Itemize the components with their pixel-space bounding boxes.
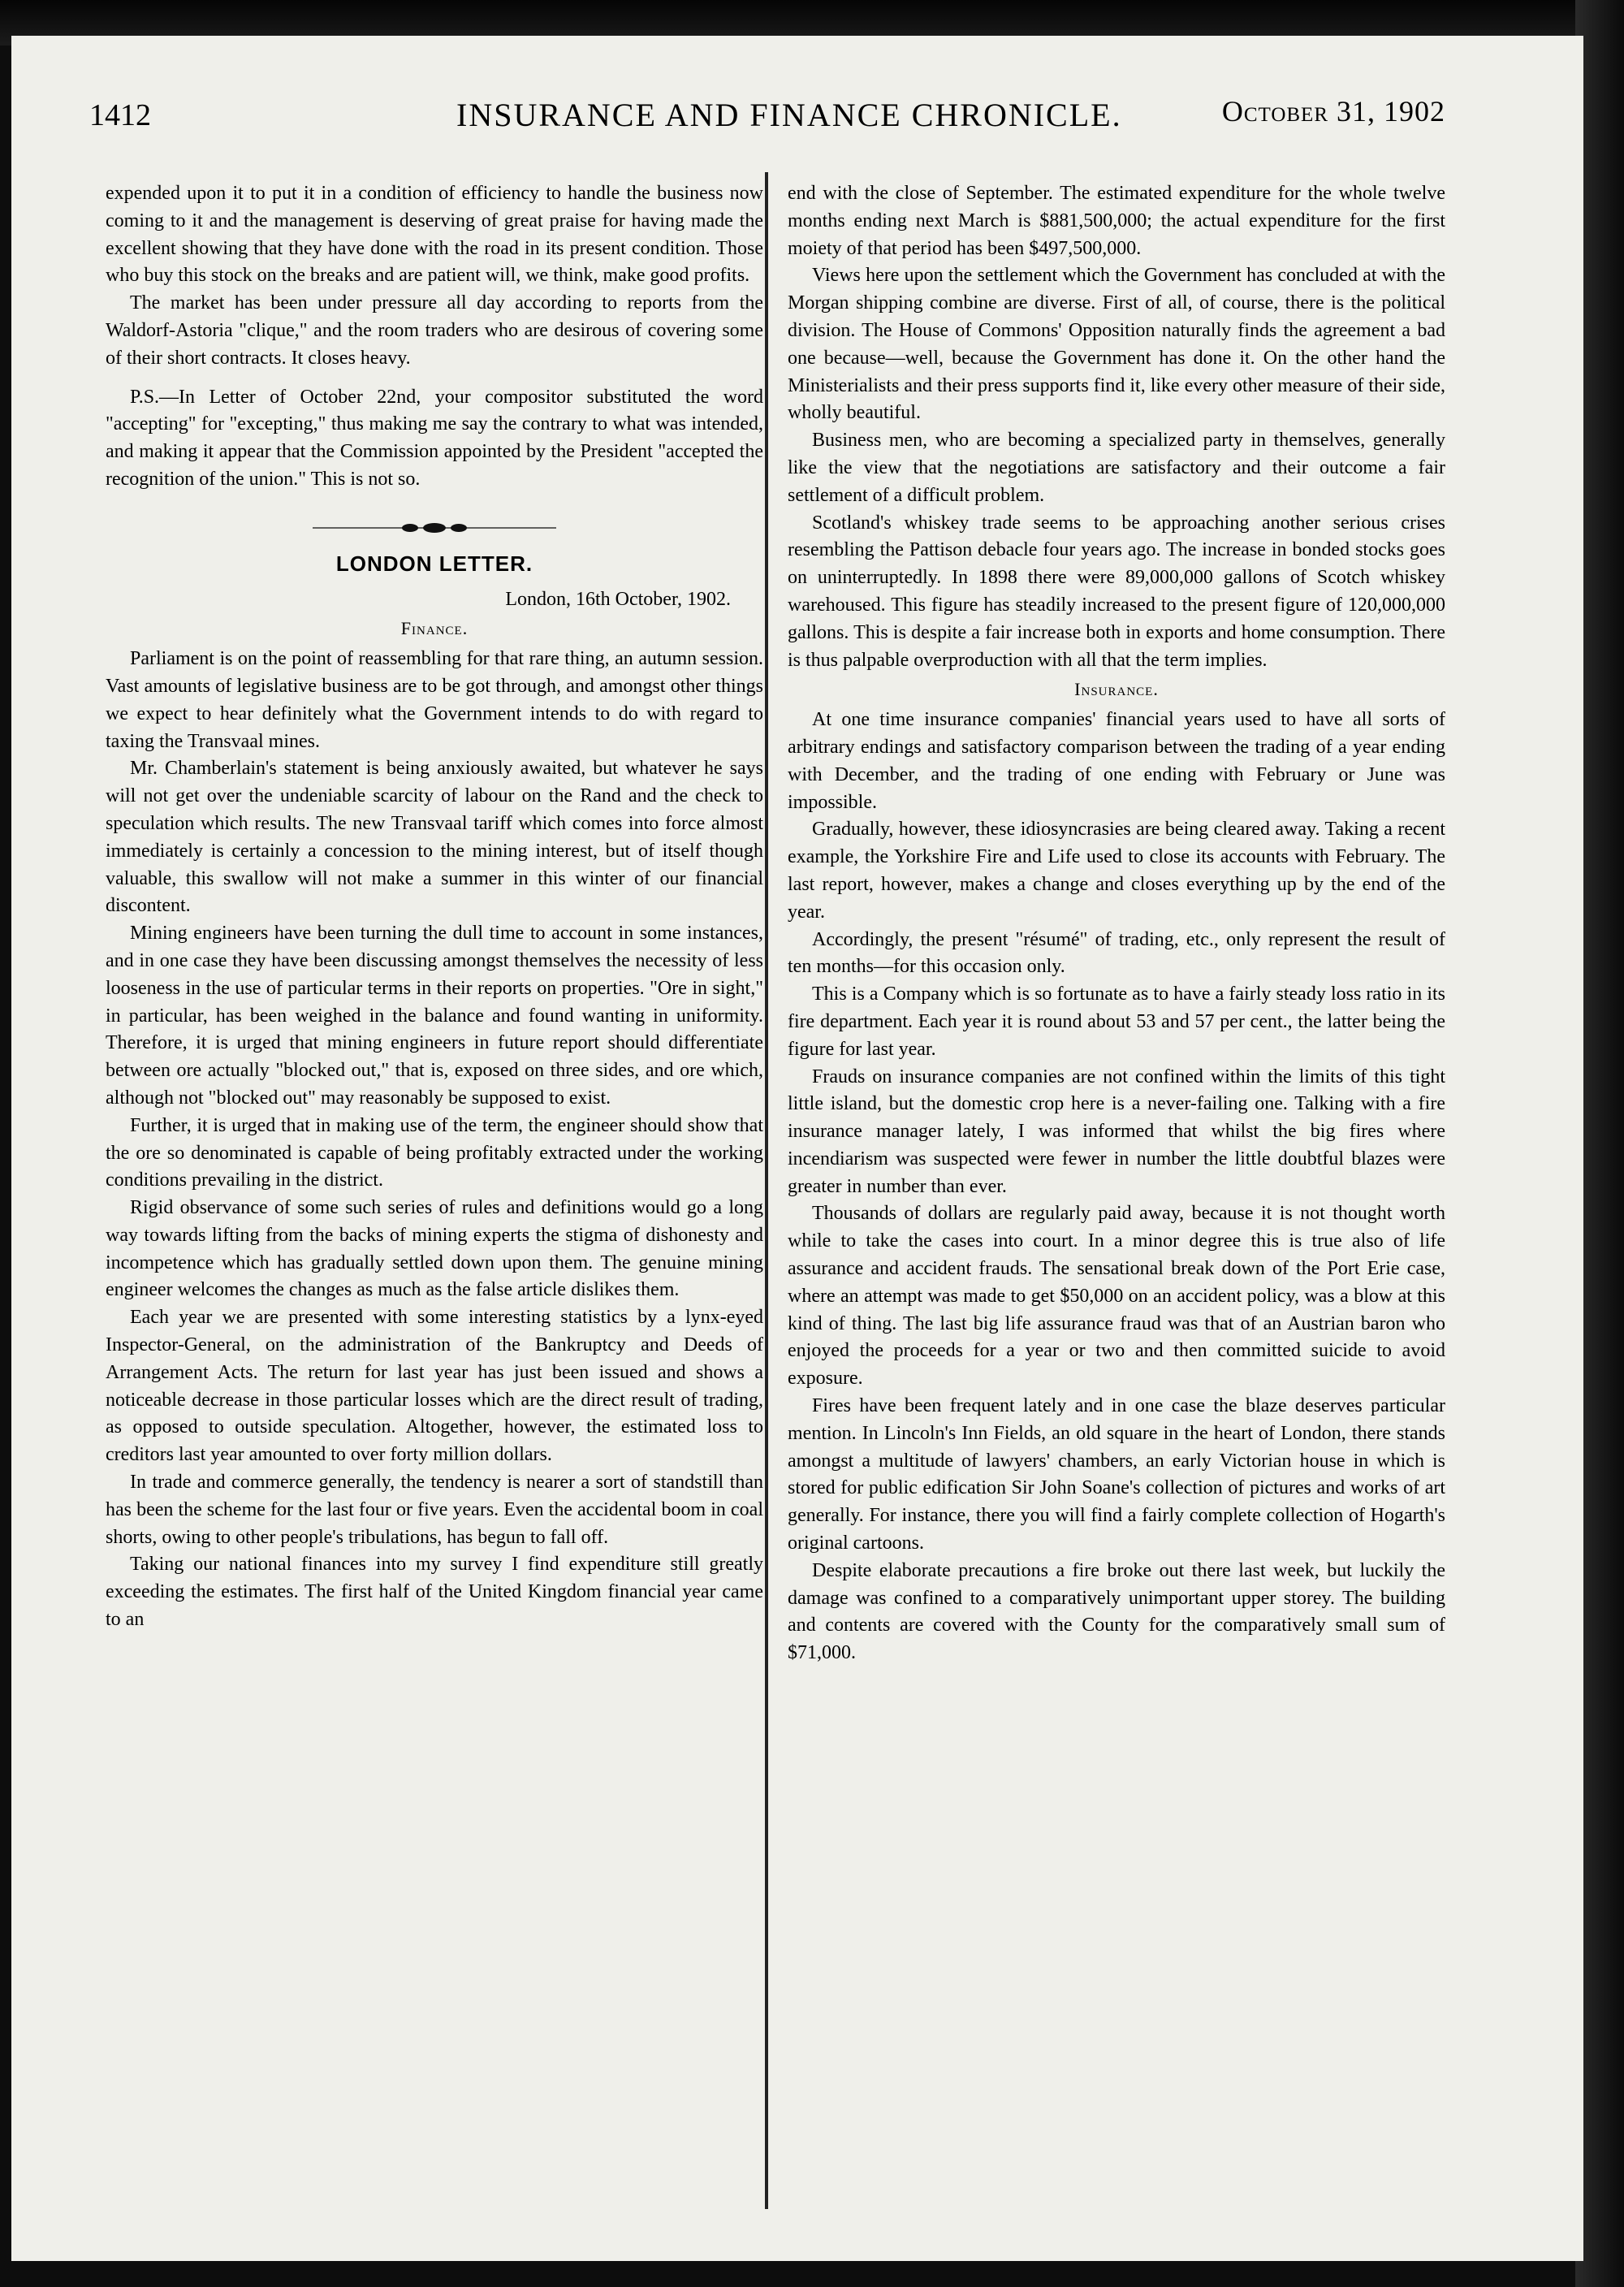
page-header xyxy=(89,67,1445,140)
letter-dateline: London, 16th October, 1902. xyxy=(505,588,731,610)
left-column xyxy=(106,180,763,1634)
body-paragraph: Further, it is urged that in making use of the term, the engineer should show that the ore so denominated is capable of being profitably extracted under the working conditions prevailing in the district. xyxy=(106,1114,763,1191)
letter-title: LONDON LETTER. xyxy=(335,551,533,576)
right-column xyxy=(788,180,1445,1667)
article-continuation-paragraph: The market has been under pressure all day according to reports from the Waldorf-Astoria "clique," and the room traders who are desirous of covering some of their short contracts. It closes heavy. xyxy=(106,292,763,369)
postscript-paragraph: P.S.—In Letter of October 22nd, your compositor substituted the word "accepting" for "excepting," thus making me say the contrary to what was intended, and making it appear that the Commission appointed by the President "accepted the recognition of the union." This is not so. xyxy=(106,386,763,490)
body-paragraph: Despite elaborate precautions a fire broke out there last week, but luckily the damage was confined to a comparatively unimportant upper storey. The building and contents are covered with the County for the comparatively small sum of $71,000. xyxy=(788,1559,1445,1664)
body-paragraph: Thousands of dollars are regularly paid away, because it is not thought worth while to take the cases into court. In a minor degree this is true also of life assurance and accident frauds. The sensational break down of the Port Erie case, where an attempt was made to get $50,000 on an accident policy, was a blow at this kind of thing. The last big life assurance fraud was that of an Austrian baron who enjoyed the proceeds for a year or two and then committed suicide to avoid exposure. xyxy=(788,1203,1445,1390)
body-paragraph: Accordingly, the present "résumé" of trading, etc., only represent the result of ten months—for this occasion only. xyxy=(788,928,1445,978)
body-paragraph: Mining engineers have been turning the dull time to account in some instances, and in one case they have been discussing amongst themselves the necessity of less looseness in the use of particular terms in their reports on properties. "Ore in sight," in particular, has been weighed in the balance and found wanting in uniformity. Therefore, it is urged that mining engineers in future report should differentiate between ore actually "blocked out," that is, exposed on three sides, and ore which, although not "blocked out" may reasonably be supposed to exist. xyxy=(106,923,763,1109)
publication-title: INSURANCE AND FINANCE CHRONICLE. xyxy=(456,97,1122,133)
body-paragraph: Mr. Chamberlain's statement is being anxiously awaited, but whatever he says will not get over the undeniable scarcity of labour on the Rand and the check to speculation which results. The new Transvaal tariff which comes into force almost immediately is certainly a concession to the mining interest, but of itself though valuable, this swallow will not make a summer in this winter of our financial discontent. xyxy=(106,758,763,917)
column-rule xyxy=(765,172,768,2209)
body-paragraph: Rigid observance of some such series of rules and definitions would go a long way towards lifting from the backs of mining experts the stigma of dishonesty and incompetence which has gradually settled down upon them. The genuine mining engineer welcomes the changes as much as the false article dislikes them. xyxy=(106,1197,763,1301)
body-paragraph: Fires have been frequent lately and in one case the blaze deserves particular mention. In Lincoln's Inn Fields, an old square in the heart of London, there stands amongst a multitude of lawyers' chambers, an early Victorian house in which is stored for public edification Sir John Soane's collection of pictures and works of art generally. For instance, there you will find a fairly complete collection of Hogarth's original cartoons. xyxy=(788,1395,1445,1554)
body-paragraph: Business men, who are becoming a specialized party in themselves, generally like the view that the negotiations are satisfactory and their outcome a fair settlement of a difficult problem. xyxy=(788,430,1445,506)
body-paragraph: At one time insurance companies' financial years used to have all sorts of arbitrary endings and satisfactory comparison between the trading of a year ending with December, and the trading of one ending with February or June was impossible. xyxy=(788,709,1445,813)
issue-date: October 31, 1902 xyxy=(1221,95,1445,128)
section-heading-finance: Finance. xyxy=(400,618,469,639)
body-paragraph: end with the close of September. The estimated expenditure for the whole twelve months ending next March is $881,500,000; the actual expenditure for the first moiety of that period has been $497,500,000. xyxy=(788,183,1445,259)
article-continuation-paragraph: expended upon it to put it in a condition of efficiency to handle the business now coming to it and the management is deserving of great praise for having made the excellent showing that they have done with the road in its present condition. Those who buy this stock on the breaks and are patient will, we think, make good profits. xyxy=(106,183,763,287)
body-paragraph: Taking our national finances into my survey I find expenditure still greatly exceeding the estimates. The first half of the United Kingdom financial year came to an xyxy=(106,1554,763,1631)
body-paragraph: Scotland's whiskey trade seems to be approaching another serious crises resembling the Pattison debacle four years ago. The increase in bonded stocks goes on uninterruptedly. In 1898 there were 89,000,000 gallons of Scotch whiskey warehoused. This figure has steadily increased to the present figure of 120,000,000 gallons. This is despite a fair increase both in exports and home consumption. There is thus palpable overproduction with all that the term implies. xyxy=(788,512,1445,671)
body-paragraph: Gradually, however, these idiosyncrasies are being cleared away. Taking a recent example, the Yorkshire Fire and Life used to close its accounts with February. The last report, however, makes a change and closes everything up by the end of the year. xyxy=(788,819,1445,923)
ornament-divider-icon xyxy=(313,520,556,536)
section-heading-insurance: Insurance. xyxy=(1074,679,1159,700)
body-paragraph: Parliament is on the point of reassembling for that rare thing, an autumn session. Vast amounts of legislative business are to be got through, and amongst other things we expect to hear definitely what the Government intends to do with regard to taxing the Transvaal mines. xyxy=(106,648,763,752)
page-number: 1412 xyxy=(89,98,151,132)
body-paragraph: Each year we are presented with some interesting statistics by a lynx-eyed Inspector-General, on the administration of the Bankruptcy and Deeds of Arrangement Acts. The return for last year has just been issued and shows a noticeable decrease in those particular losses which are the direct result of trading, as opposed to outside speculation. Altogether, however, the estimated loss to creditors last year amounted to over forty million dollars. xyxy=(106,1307,763,1466)
body-paragraph: In trade and commerce generally, the tendency is nearer a sort of standstill than has been the scheme for the last four or five years. Even the accidental boom in coal shorts, owing to other people's tribulations, has begun to fall off. xyxy=(106,1472,763,1548)
body-paragraph: Views here upon the settlement which the Government has concluded at with the Morgan shipping combine are diverse. First of all, of course, there is the political division. The House of Commons' Opposition naturally finds the agreement a bad one because—well, because the Government has done it. On the other hand the Ministerialists and their press supports find it, like every other measure of their side, wholly beautiful. xyxy=(788,265,1445,424)
body-paragraph: Frauds on insurance companies are not confined within the limits of this tight little island, but the domestic crop here is a never-failing one. Talking with a fire insurance manager lately, I was informed that whilst the big fires where incendiarism was suspected were fewer in number the little doubtful blazes were greater in number than ever. xyxy=(788,1066,1445,1197)
body-paragraph: This is a Company which is so fortunate as to have a fairly steady loss ratio in its fire department. Each year it is round about 53 and 57 per cent., the latter being the figure for last year. xyxy=(788,984,1445,1060)
